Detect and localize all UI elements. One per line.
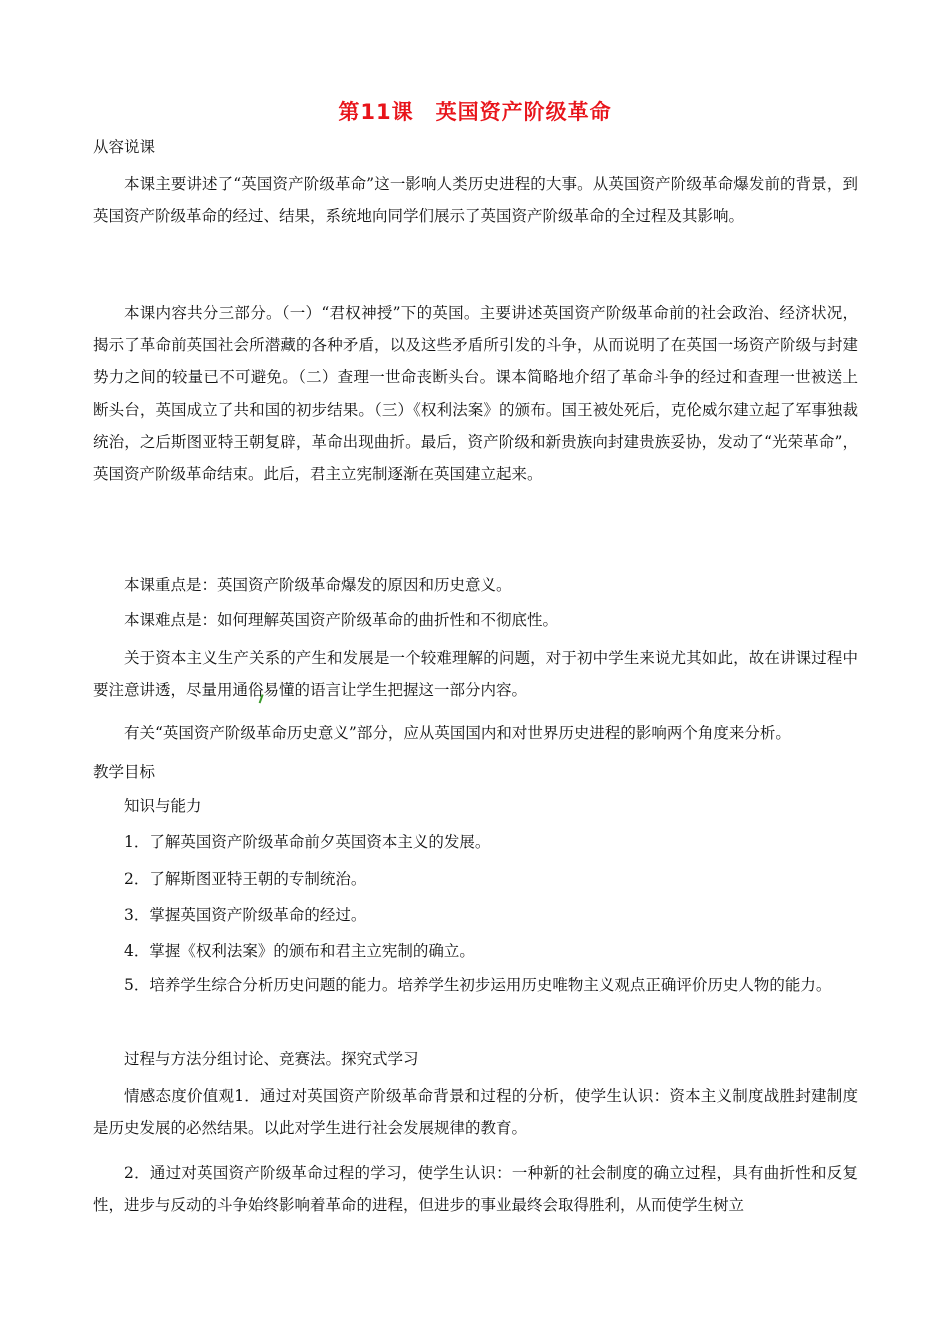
paragraph-difficulty: 本课难点是：如何理解英国资产阶级革命的曲折性和不彻底性。 xyxy=(124,611,559,629)
emotion-goal-2: 2．通过对英国资产阶级革命过程的学习，使学生认识：一种新的社会制度的确立过程，具有曲折性和反复性，进步与反动的斗争始终影响着革命的进程，但进步的事业最终会取得胜利，从而使学生树立 xyxy=(93,1164,858,1215)
section-heading-goals: 教学目标 xyxy=(93,763,156,781)
paragraph-intro: 本课主要讲述了“英国资产阶级革命”这一影响人类历史进程的大事。从英国资产阶级革命爆发前的背景，到英国资产阶级革命的经过、结果，系统地向同学们展示了英国资产阶级革命的全过程及其影响。 xyxy=(93,175,858,226)
process-method: 过程与方法分组讨论、竞赛法。探究式学习 xyxy=(124,1050,419,1068)
paragraph-structure: 本课内容共分三部分。（一）“君权神授”下的英国。主要讲述英国资产阶级革命前的社会政治、经济状况，揭示了革命前英国社会所潜藏的各种矛盾，以及这些矛盾所引发的斗争，从而说明了在英国一场资产阶级与封建势力之间的较量已不可避免。（二）查理一世命丧断头台。课本简略地介绍了革命斗争的经过和查理一世被送上断头台，英国成立了共和国的初步结果。（三）《权利法案》的颁布。国王被处死后，克伦威尔建立起了军事独裁统治，之后斯图亚特王朝复辟，革命出现曲折。最后，资产阶级和新贵族向封建贵族妥协，发动了“光荣革命”，英国资产阶级革命结束。此后，君主立宪制逐渐在英国建立起来。 xyxy=(93,304,858,484)
page-title xyxy=(0,96,950,126)
paragraph-significance: 有关“英国资产阶级革命历史意义”部分，应从英国国内和对世界历史进程的影响两个角度来分析。 xyxy=(124,724,791,742)
paragraph-key-point: 本课重点是：英国资产阶级革命爆发的原因和历史意义。 xyxy=(124,576,512,594)
section-heading-congrong: 从容说课 xyxy=(93,138,156,156)
list-item: 3．掌握英国资产阶级革命的经过。 xyxy=(124,906,367,924)
list-item: 4．掌握《权利法案》的颁布和君主立宪制的确立。 xyxy=(124,942,475,960)
list-item: 2．了解斯图亚特王朝的专制统治。 xyxy=(124,870,367,888)
lesson-number: 第11课 xyxy=(338,100,414,124)
lesson-name: 英国资产阶级革命 xyxy=(435,100,612,124)
list-item: 5．培养学生综合分析历史问题的能力。培养学生初步运用历史唯物主义观点正确评价历史人物的能力。 xyxy=(124,976,832,994)
emotion-goal-1: 情感态度价值观1．通过对英国资产阶级革命背景和过程的分析，使学生认识：资本主义制度战胜封建制度是历史发展的必然结果。以此对学生进行社会发展规律的教育。 xyxy=(93,1087,858,1138)
paragraph-teaching-note: 关于资本主义生产关系的产生和发展是一个较难理解的问题，对于初中学生来说尤其如此，故在讲课过程中要注意讲透，尽量用通俗易懂的语言让学生把握这一部分内容。 xyxy=(93,649,858,700)
knowledge-heading: 知识与能力 xyxy=(124,797,202,815)
list-item: 1．了解英国资产阶级革命前夕英国资本主义的发展。 xyxy=(124,833,491,851)
